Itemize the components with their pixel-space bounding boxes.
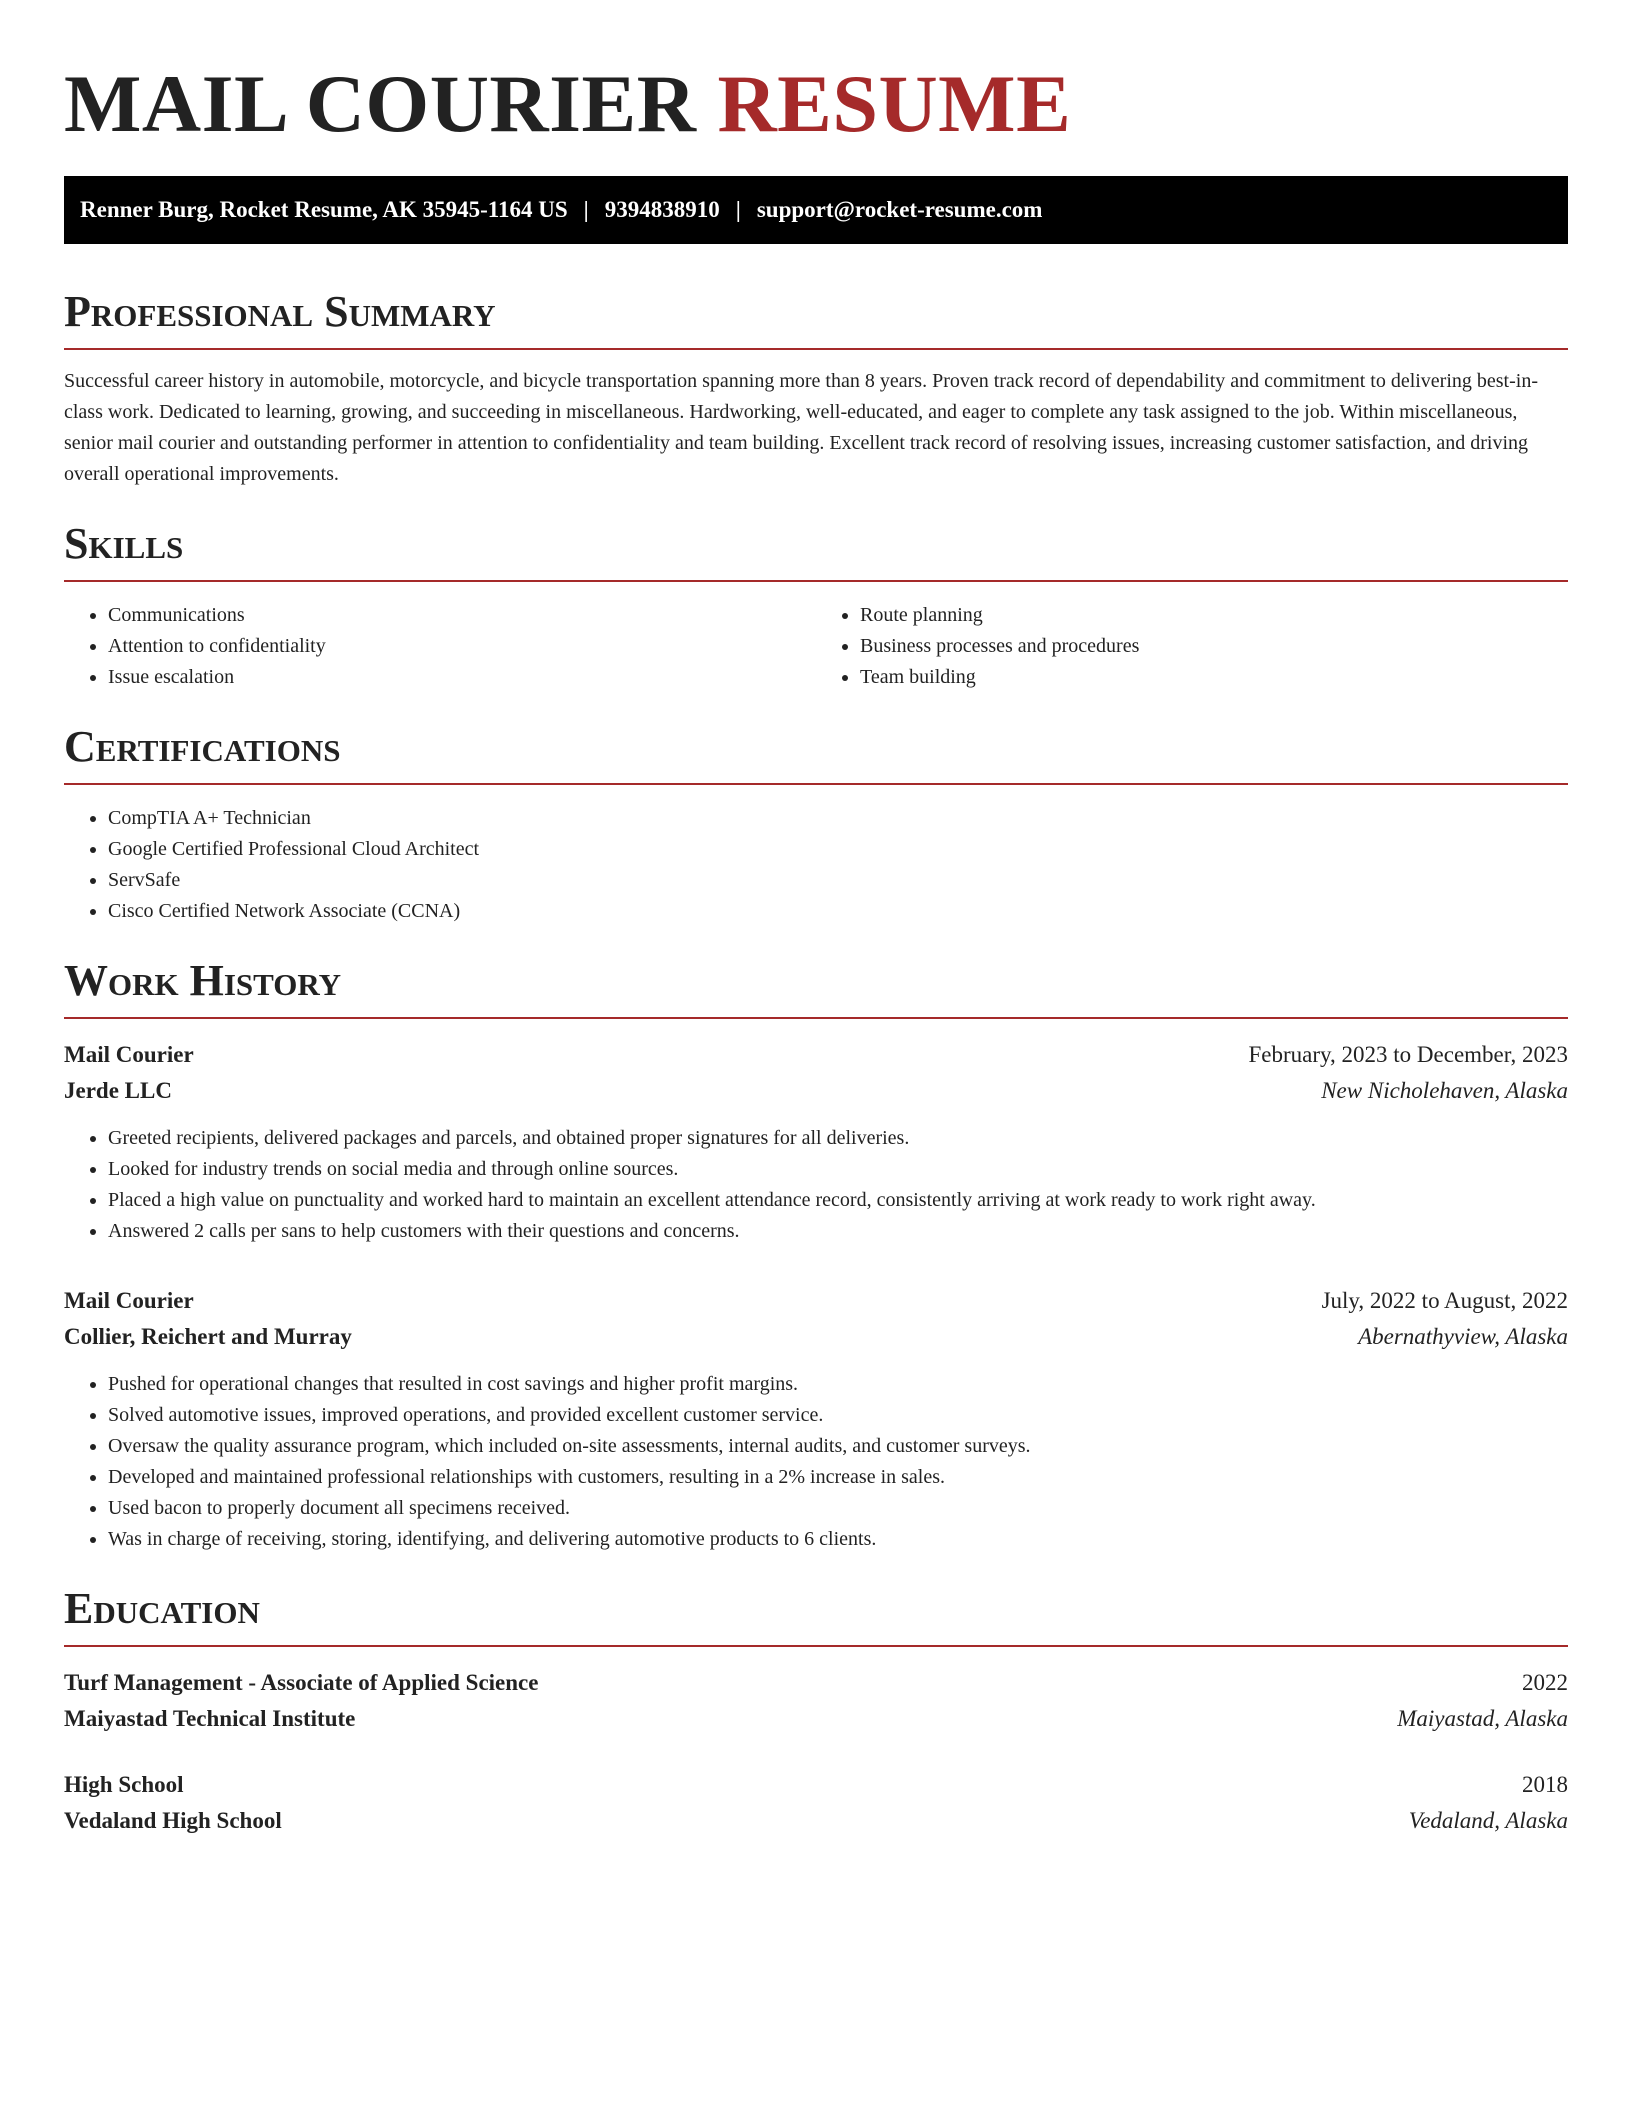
job-duty-item: • Greeted recipients, delivered packages and parcels, and obtained proper signatures for all deliveries. [108,1123,1568,1154]
education-school: Vedaland High School [64,1808,282,1833]
certifications-heading: Certifications [64,723,1568,785]
job-duty-item: • Used bacon to properly document all specimens received. [108,1493,1568,1524]
education-school-row [64,1701,1568,1737]
skill-item: • Issue escalation [108,662,816,693]
contact-email: support@rocket-resume.com [756,197,1043,222]
job-duty-item: • Was in charge of receiving, storing, identifying, and delivering automotive products to 6 clients. [108,1524,1568,1555]
education-location: Vedaland, Alaska [1408,1808,1568,1833]
job-company-row [64,1073,1568,1109]
job-duty-item: • Looked for industry trends on social media and through online sources. [108,1154,1568,1185]
education-school-row [64,1803,1568,1839]
contact-phone: 9394838910 [604,197,720,222]
education-heading: Education [64,1585,1568,1647]
job-dates: February, 2023 to December, 2023 [1248,1042,1568,1067]
job-duty-item: • Answered 2 calls per sans to help customers with their questions and concerns. [108,1216,1568,1247]
job-location: New Nicholehaven, Alaska [1321,1078,1568,1103]
education-degree-row [64,1767,1568,1803]
skills-section [64,520,1568,693]
summary-heading: Professional Summary [64,288,1568,350]
resume-title-accent: RESUME [717,58,1072,149]
job-duties-list [64,1123,1568,1247]
skills-grid [64,600,1568,693]
education-degree-row [64,1665,1568,1701]
job-title-row [64,1037,1568,1073]
job-company: Jerde LLC [64,1078,172,1103]
skill-item: • Route planning [860,600,1568,631]
work-history-section [64,957,1568,1555]
education-section [64,1585,1568,1839]
job-company: Collier, Reichert and Murray [64,1324,352,1349]
contact-address: Renner Burg, Rocket Resume, AK 35945-1164 US [80,197,568,222]
job-title-row [64,1283,1568,1319]
summary-text: Successful career history in automobile, motorcycle, and bicycle transportation spanning more than 8 years. Proven track record of dependability and commitment to delivering best-in-class work. Dedicated to learning, growing, and succeeding in miscellaneous. Hardworking, well-educated, and eager to complete any task assigned to the job. Within miscellaneous, senior mail courier and outstanding performer in attention to confidentiality and team building. Excellent track record of resolving issues, increasing customer satisfaction, and driving overall operational improvements. [64,370,1538,485]
job-title: Mail Courier [64,1288,194,1313]
job-dates: July, 2022 to August, 2022 [1321,1288,1568,1313]
job-duty-item: • Oversaw the quality assurance program, which included on-site assessments, internal audits, and customer surveys. [108,1431,1568,1462]
job-duty-item: • Placed a high value on punctuality and worked hard to maintain an excellent attendance record, consistently arriving at work ready to work right away. [108,1185,1568,1216]
resume-title-main: MAIL COURIER [64,58,697,149]
skill-item: • Team building [860,662,1568,693]
job-title: Mail Courier [64,1042,194,1067]
job-duty-item: • Solved automotive issues, improved operations, and provided excellent customer service. [108,1400,1568,1431]
skills-heading: Skills [64,520,1568,582]
education-entry [64,1665,1568,1737]
certification-item: • Cisco Certified Network Associate (CCNA) [108,896,1568,927]
skill-item: • Attention to confidentiality [108,631,816,662]
summary-section [64,288,1568,490]
resume-title [64,0,1568,152]
contact-bar [64,176,1568,244]
job-entry [64,1283,1568,1555]
certification-item: • ServSafe [108,865,1568,896]
certification-item: • CompTIA A+ Technician [108,803,1568,834]
job-entry [64,1037,1568,1247]
education-year: 2022 [1522,1670,1568,1695]
contact-separator: | [735,197,741,222]
education-degree: High School [64,1772,184,1797]
job-company-row [64,1319,1568,1355]
skills-list-left [64,600,816,693]
education-school: Maiyastad Technical Institute [64,1706,356,1731]
education-location: Maiyastad, Alaska [1397,1706,1568,1731]
skills-list-right [816,600,1568,693]
contact-separator: | [583,197,589,222]
education-year: 2018 [1522,1772,1568,1797]
job-location: Abernathyview, Alaska [1358,1324,1568,1349]
education-entry [64,1767,1568,1839]
skill-item: • Communications [108,600,816,631]
education-degree: Turf Management - Associate of Applied Science [64,1670,539,1695]
certifications-section [64,723,1568,927]
job-duties-list [64,1369,1568,1555]
skill-item: • Business processes and procedures [860,631,1568,662]
certification-item: • Google Certified Professional Cloud Architect [108,834,1568,865]
job-duty-item: • Pushed for operational changes that resulted in cost savings and higher profit margins. [108,1369,1568,1400]
work-history-heading: Work History [64,957,1568,1019]
certifications-list [64,803,1568,927]
job-duty-item: • Developed and maintained professional relationships with customers, resulting in a 2% increase in sales. [108,1462,1568,1493]
